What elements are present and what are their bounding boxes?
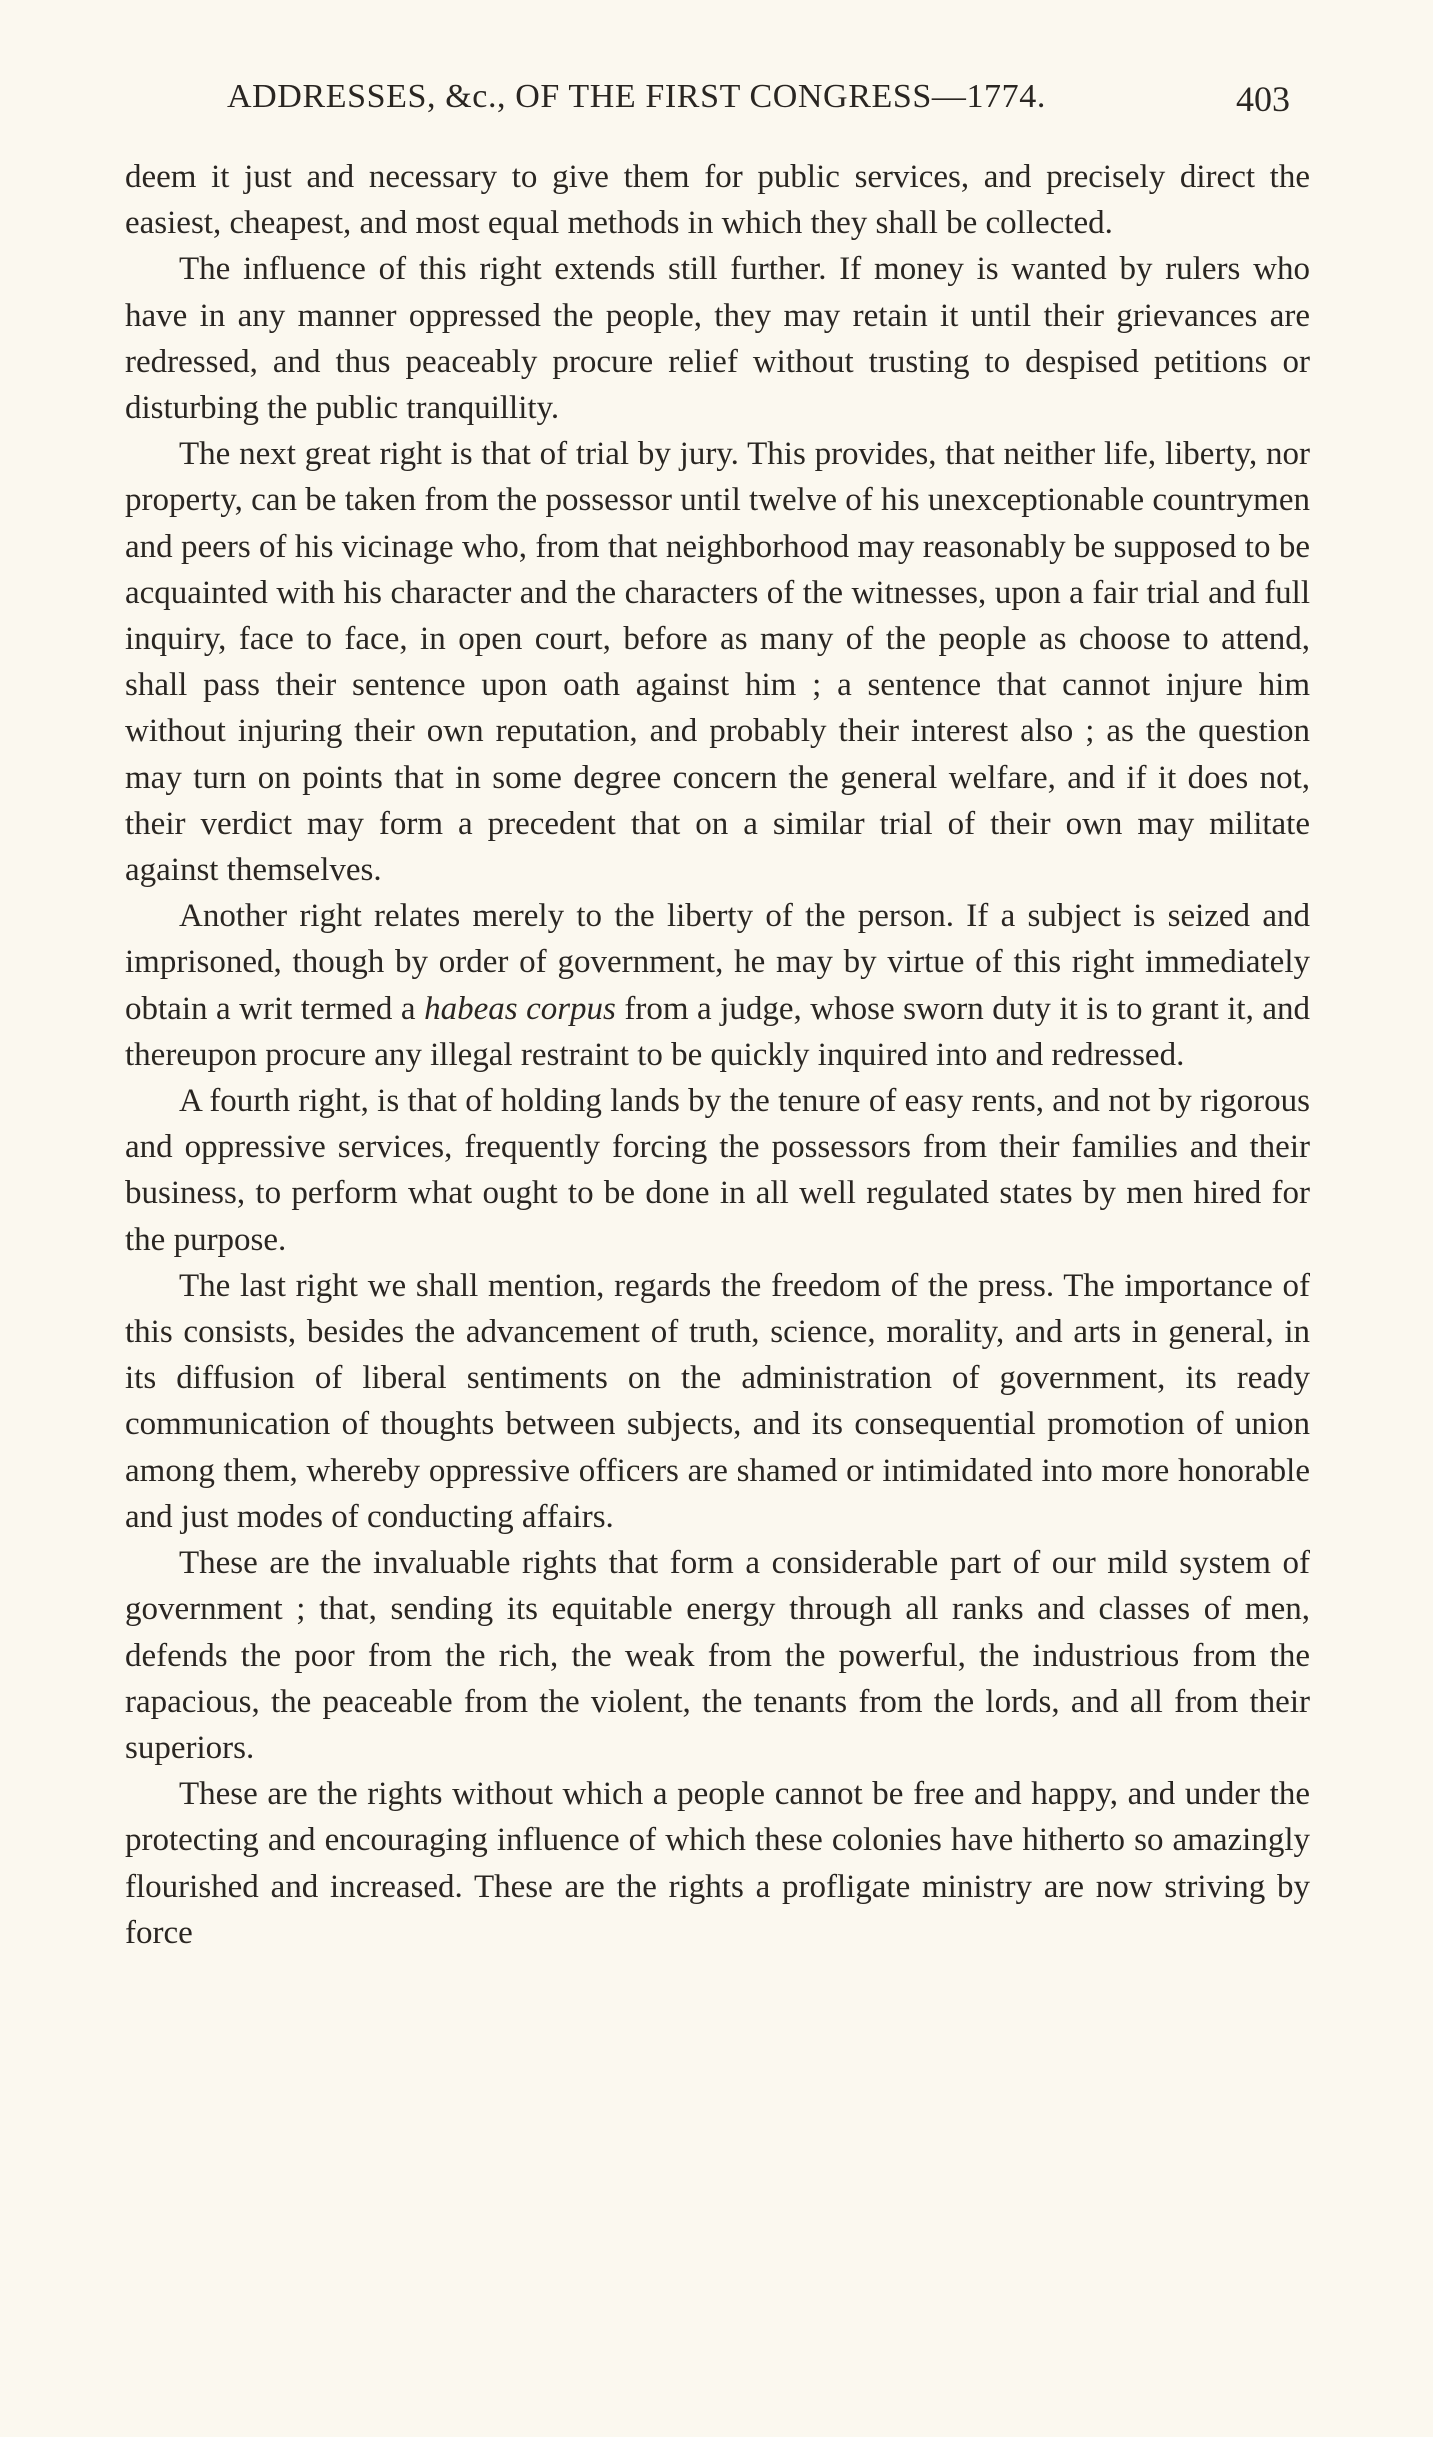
body-text (125, 154, 1310, 1956)
paragraph-habeas-corpus (125, 893, 1310, 1078)
paragraph-habeas-corpus-text-b: from a judge, whose sworn duty it is to grant it, and thereupon procure any illegal restraint to be quickly inquired into and redressed. (125, 990, 1310, 1073)
page-number: 403 (1236, 79, 1290, 119)
page-header (125, 70, 1310, 132)
habeas-corpus-term: habeas corpus (424, 990, 616, 1027)
paragraph-invaluable-rights: These are the invaluable rights that form a considerable part of our mild system of government ; that, sending its equitable energy through all ranks and classes of men, defends the poor from the rich, the weak from the powerful, the industrious from the rapacious, the peaceable from the violent, the tenants from the lords, and all from their superiors. (125, 1545, 1310, 1766)
paragraph-influence-of-right: The influence of this right extends still further. If money is wanted by rulers who have in any manner oppressed the people, they may retain it until their grievances are redressed, and thus peaceably procure relief without trusting to despised petitions or disturbing the public tranquillity. (125, 251, 1310, 427)
paragraph-land-tenure: A fourth right, is that of holding lands by the tenure of easy rents, and not by rigorous and oppressive services, frequently forcing the possessors from their families and their business, to perform what ought to be done in all well regulated states by men hired for the purpose. (125, 1083, 1310, 1258)
paragraph-freedom-of-press: The last right we shall mention, regards the freedom of the press. The importance of this consists, besides the advancement of truth, science, morality, and arts in general, in its diffusion of liberal sentiments on the administration of government, its ready communication of thoughts between subjects, and its consequential promotion of union among them, whereby oppressive officers are shamed or intimidated into more honorable and just modes of conducting affairs. (125, 1267, 1310, 1535)
running-head: ADDRESSES, &c., OF THE FIRST CONGRESS—1774. (227, 78, 1046, 115)
paragraph-rights-without-which: These are the rights without which a people cannot be free and happy, and under the protecting and encouraging influence of which these colonies have hitherto so amazingly flourished and increased. These are the rights a profligate ministry are now striving by force (125, 1776, 1310, 1951)
paragraph-trial-by-jury: The next great right is that of trial by jury. This provides, that neither life, liberty, nor property, can be taken from the possessor until twelve of his unexceptionable countrymen and peers of his vicinage who, from that neighborhood may reasonably be supposed to be acquainted with his character and the characters of the witnesses, upon a fair trial and full inquiry, face to face, in open court, before as many of the people as choose to attend, shall pass their sentence upon oath against him ; a sentence that cannot injure him without injuring their own reputation, and probably their interest also ; as the question may turn on points that in some degree concern the general welfare, and if it does not, their verdict may form a precedent that on a similar trial of their own may militate against themselves. (125, 436, 1310, 889)
paragraph-continuation: deem it just and necessary to give them for public services, and precisely direct the easiest, cheapest, and most equal methods in which they shall be collected. (125, 159, 1310, 242)
book-page (125, 70, 1310, 1956)
paragraph-habeas-corpus-text-a: Another right relates merely to the liberty of the person. If a subject is seized and imprisoned, though by order of government, he may by virtue of this right immediately obtain a writ termed a (125, 898, 1310, 1027)
